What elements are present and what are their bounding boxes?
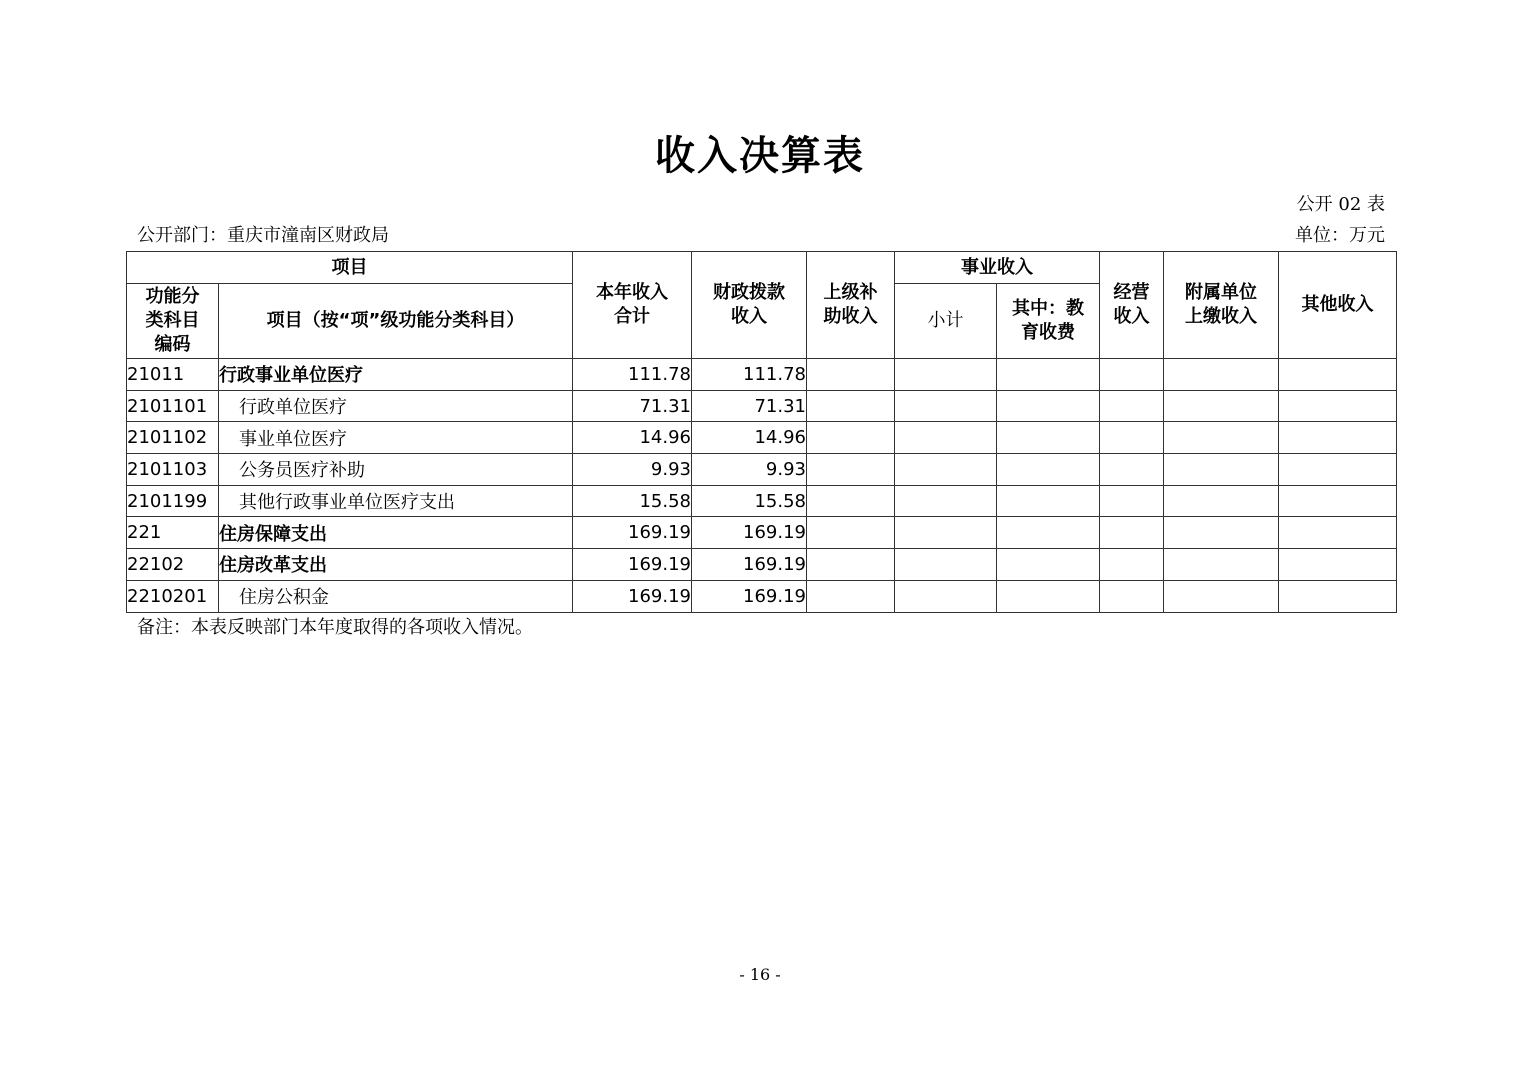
row-total: 15.58 xyxy=(573,485,692,517)
row-education xyxy=(997,390,1100,422)
row-code: 22102 xyxy=(127,549,219,581)
row-affiliated xyxy=(1164,580,1279,612)
unit-label: 单位：万元 xyxy=(1295,225,1385,246)
row-operating xyxy=(1100,359,1164,391)
row-superior xyxy=(807,549,895,581)
row-subtotal xyxy=(895,390,997,422)
row-fiscal: 14.96 xyxy=(692,422,807,454)
row-fiscal: 169.19 xyxy=(692,549,807,581)
row-education xyxy=(997,517,1100,549)
row-name: 其他行政事业单位医疗支出 xyxy=(219,485,573,517)
row-other xyxy=(1279,454,1397,486)
row-name: 住房改革支出 xyxy=(219,549,573,581)
header-affiliated xyxy=(1164,252,1279,359)
row-total: 169.19 xyxy=(573,580,692,612)
header-operating-label: 经营收入 xyxy=(1113,282,1150,327)
row-name: 住房保障支出 xyxy=(219,517,573,549)
row-other xyxy=(1279,580,1397,612)
header-education xyxy=(997,284,1100,359)
row-superior xyxy=(807,454,895,486)
row-operating xyxy=(1100,454,1164,486)
row-affiliated xyxy=(1164,549,1279,581)
row-operating xyxy=(1100,390,1164,422)
row-total: 169.19 xyxy=(573,549,692,581)
header-fiscal xyxy=(692,252,807,359)
row-total: 71.31 xyxy=(573,390,692,422)
header-fiscal-label: 财政拨款收入 xyxy=(713,282,785,327)
row-code: 2101102 xyxy=(127,422,219,454)
table-row xyxy=(127,485,1397,517)
table-number: 公开 02 表 xyxy=(1296,194,1385,215)
row-affiliated xyxy=(1164,517,1279,549)
row-operating xyxy=(1100,517,1164,549)
row-name: 事业单位医疗 xyxy=(219,422,573,454)
header-business-group: 事业收入 xyxy=(895,252,1100,284)
row-superior xyxy=(807,517,895,549)
page-number: - 16 - xyxy=(739,965,781,984)
row-name: 行政事业单位医疗 xyxy=(219,359,573,391)
header-subtotal: 小计 xyxy=(895,284,997,359)
row-superior xyxy=(807,580,895,612)
row-affiliated xyxy=(1164,359,1279,391)
row-other xyxy=(1279,517,1397,549)
row-subtotal xyxy=(895,517,997,549)
income-table xyxy=(126,251,1397,613)
header-operating xyxy=(1100,252,1164,359)
header-total xyxy=(573,252,692,359)
row-subtotal xyxy=(895,549,997,581)
row-fiscal: 15.58 xyxy=(692,485,807,517)
row-operating xyxy=(1100,485,1164,517)
header-superior-label: 上级补助收入 xyxy=(823,282,878,327)
row-fiscal: 169.19 xyxy=(692,517,807,549)
header-code-label: 功能分类科目编码 xyxy=(145,286,200,355)
table-note: 备注：本表反映部门本年度取得的各项收入情况。 xyxy=(137,617,533,638)
row-code: 2101199 xyxy=(127,485,219,517)
row-fiscal: 9.93 xyxy=(692,454,807,486)
row-other xyxy=(1279,485,1397,517)
row-subtotal xyxy=(895,422,997,454)
row-operating xyxy=(1100,422,1164,454)
row-education xyxy=(997,454,1100,486)
row-education xyxy=(997,485,1100,517)
row-name: 行政单位医疗 xyxy=(219,390,573,422)
row-subtotal xyxy=(895,485,997,517)
row-subtotal xyxy=(895,580,997,612)
row-fiscal: 71.31 xyxy=(692,390,807,422)
row-total: 169.19 xyxy=(573,517,692,549)
row-other xyxy=(1279,390,1397,422)
page-title: 收入决算表 xyxy=(655,132,865,179)
header-affiliated-label: 附属单位上缴收入 xyxy=(1185,282,1257,327)
row-code: 2101103 xyxy=(127,454,219,486)
header-code xyxy=(127,284,219,359)
row-code: 2210201 xyxy=(127,580,219,612)
row-code: 21011 xyxy=(127,359,219,391)
row-affiliated xyxy=(1164,390,1279,422)
table-row xyxy=(127,422,1397,454)
row-fiscal: 111.78 xyxy=(692,359,807,391)
header-other: 其他收入 xyxy=(1279,252,1397,359)
row-total: 111.78 xyxy=(573,359,692,391)
header-project-group: 项目 xyxy=(127,252,573,284)
department-label: 公开部门：重庆市潼南区财政局 xyxy=(137,225,389,246)
table-row xyxy=(127,549,1397,581)
table-row xyxy=(127,580,1397,612)
row-total: 14.96 xyxy=(573,422,692,454)
row-education xyxy=(997,359,1100,391)
row-superior xyxy=(807,485,895,517)
header-total-label: 本年收入合计 xyxy=(596,282,668,327)
row-other xyxy=(1279,422,1397,454)
table-row xyxy=(127,390,1397,422)
row-superior xyxy=(807,422,895,454)
row-code: 2101101 xyxy=(127,390,219,422)
header-name: 项目（按“项”级功能分类科目） xyxy=(219,284,573,359)
row-education xyxy=(997,422,1100,454)
row-subtotal xyxy=(895,454,997,486)
row-superior xyxy=(807,359,895,391)
row-affiliated xyxy=(1164,485,1279,517)
row-operating xyxy=(1100,580,1164,612)
row-education xyxy=(997,549,1100,581)
row-name: 公务员医疗补助 xyxy=(219,454,573,486)
row-other xyxy=(1279,359,1397,391)
table-row xyxy=(127,359,1397,391)
row-affiliated xyxy=(1164,454,1279,486)
row-affiliated xyxy=(1164,422,1279,454)
table-row xyxy=(127,454,1397,486)
table-row xyxy=(127,517,1397,549)
row-superior xyxy=(807,390,895,422)
row-other xyxy=(1279,549,1397,581)
row-fiscal: 169.19 xyxy=(692,580,807,612)
row-education xyxy=(997,580,1100,612)
header-superior xyxy=(807,252,895,359)
row-operating xyxy=(1100,549,1164,581)
row-subtotal xyxy=(895,359,997,391)
header-education-label: 其中：教育收费 xyxy=(1012,298,1084,343)
row-name: 住房公积金 xyxy=(219,580,573,612)
row-code: 221 xyxy=(127,517,219,549)
row-total: 9.93 xyxy=(573,454,692,486)
